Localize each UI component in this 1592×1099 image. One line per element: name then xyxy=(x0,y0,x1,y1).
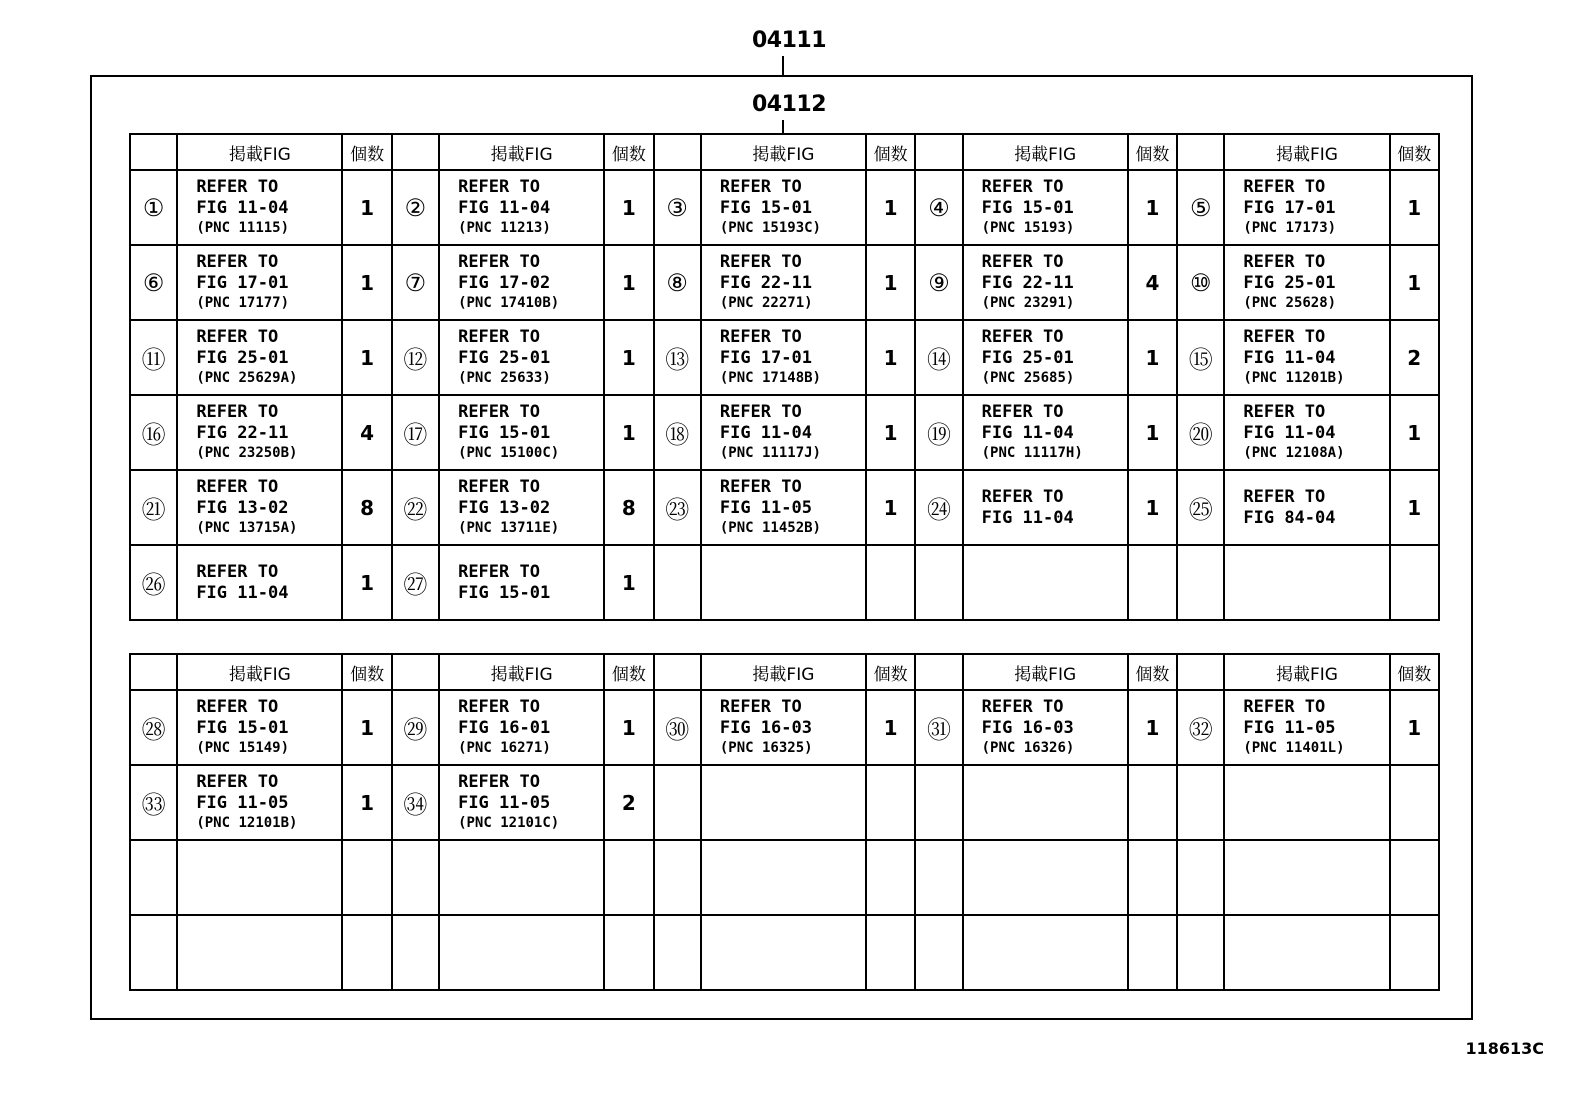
refer-to-text: REFER TO xyxy=(719,477,802,497)
pnc-code: (PNC 15193C) xyxy=(719,220,821,236)
pnc-code: (PNC 23250B) xyxy=(196,445,298,461)
fig-reference-cell xyxy=(701,395,866,470)
fig-number: FIG 11-05 xyxy=(458,793,551,813)
item-number: ⑰ xyxy=(392,395,439,470)
quantity: 1 xyxy=(1128,320,1177,395)
refer-to-text: REFER TO xyxy=(1243,177,1326,197)
header-qty: 個数 xyxy=(866,134,915,170)
fig-reference-cell xyxy=(177,690,342,765)
fig-number: FIG 17-01 xyxy=(196,273,289,293)
fig-number: FIG 13-02 xyxy=(196,498,289,518)
fig-reference-cell xyxy=(439,470,604,545)
fig-reference-cell xyxy=(439,765,604,840)
item-number: ㉓ xyxy=(654,470,701,545)
refer-to-text: REFER TO xyxy=(719,252,802,272)
quantity xyxy=(866,765,915,840)
refer-to-text: REFER TO xyxy=(719,177,802,197)
item-number: ⑮ xyxy=(1177,320,1224,395)
quantity: 1 xyxy=(604,320,653,395)
pnc-code: (PNC 15149) xyxy=(196,740,290,756)
refer-to-text: REFER TO xyxy=(1243,486,1326,507)
quantity xyxy=(342,840,391,915)
fig-reference-cell xyxy=(963,840,1128,915)
quantity: 1 xyxy=(866,470,915,545)
fig-number: FIG 25-01 xyxy=(458,348,551,368)
item-number: ⑱ xyxy=(654,395,701,470)
parts-reference-table-1 xyxy=(129,133,1440,621)
fig-reference-cell xyxy=(701,470,866,545)
refer-to-text: REFER TO xyxy=(458,697,540,717)
fig-reference-cell xyxy=(963,690,1128,765)
table-row xyxy=(130,470,1439,545)
fig-number: FIG 11-05 xyxy=(719,498,812,518)
header-qty: 個数 xyxy=(866,654,915,690)
table-row xyxy=(130,395,1439,470)
header-fig: 掲載FIG xyxy=(177,134,342,170)
item-number: ㉛ xyxy=(915,690,962,765)
fig-number: FIG 11-04 xyxy=(719,423,812,443)
refer-to-text: REFER TO xyxy=(196,402,279,422)
item-number: ⑥ xyxy=(130,245,177,320)
fig-reference-cell xyxy=(1224,840,1389,915)
fig-reference-cell xyxy=(177,170,342,245)
refer-to-text: REFER TO xyxy=(196,477,279,497)
fig-reference-cell xyxy=(177,245,342,320)
pnc-code: (PNC 17177) xyxy=(196,295,290,311)
fig-reference-cell xyxy=(439,395,604,470)
item-number: ㉖ xyxy=(130,545,177,620)
item-number: ⑭ xyxy=(915,320,962,395)
quantity xyxy=(866,840,915,915)
pnc-code: (PNC 11117J) xyxy=(719,445,821,461)
refer-to-text: REFER TO xyxy=(196,561,279,582)
item-number xyxy=(915,765,962,840)
header-fig: 掲載FIG xyxy=(963,134,1128,170)
item-number: ⑳ xyxy=(1177,395,1224,470)
fig-reference-cell xyxy=(177,765,342,840)
quantity xyxy=(866,915,915,990)
item-number: ⑤ xyxy=(1177,170,1224,245)
illustration-id: 118613C xyxy=(1465,1039,1544,1058)
quantity: 1 xyxy=(866,690,915,765)
quantity: 1 xyxy=(604,395,653,470)
fig-number: FIG 11-04 xyxy=(196,198,289,218)
inner-leader-line xyxy=(782,120,784,134)
fig-reference-cell xyxy=(701,765,866,840)
quantity xyxy=(1390,545,1440,620)
fig-reference-cell xyxy=(1224,545,1389,620)
item-number xyxy=(1177,840,1224,915)
fig-reference-cell xyxy=(701,840,866,915)
parts-reference-table-2 xyxy=(129,653,1440,991)
refer-to-text: REFER TO xyxy=(1243,697,1326,717)
quantity: 1 xyxy=(342,545,391,620)
fig-reference-cell xyxy=(177,545,342,620)
item-number xyxy=(392,840,439,915)
item-number: ㉕ xyxy=(1177,470,1224,545)
header-number-cell xyxy=(654,134,701,170)
fig-reference-cell xyxy=(439,245,604,320)
quantity xyxy=(866,545,915,620)
quantity xyxy=(1128,915,1177,990)
fig-number: FIG 15-01 xyxy=(196,718,289,738)
table-header-row xyxy=(130,654,1439,690)
header-number-cell xyxy=(392,654,439,690)
fig-number: FIG 11-04 xyxy=(1243,423,1336,443)
item-number: ㉜ xyxy=(1177,690,1224,765)
quantity: 4 xyxy=(342,395,391,470)
quantity: 4 xyxy=(1128,245,1177,320)
pnc-code: (PNC 25633) xyxy=(458,370,551,386)
item-number: ㉗ xyxy=(392,545,439,620)
quantity: 1 xyxy=(342,765,391,840)
fig-reference-cell xyxy=(177,320,342,395)
quantity: 1 xyxy=(604,170,653,245)
header-qty: 個数 xyxy=(342,134,391,170)
fig-number: FIG 17-01 xyxy=(1243,198,1336,218)
fig-reference-cell xyxy=(177,395,342,470)
fig-number: FIG 22-11 xyxy=(196,423,289,443)
fig-number: FIG 22-11 xyxy=(981,273,1074,293)
item-number xyxy=(654,765,701,840)
quantity: 1 xyxy=(866,320,915,395)
fig-number: FIG 11-04 xyxy=(981,423,1074,443)
item-number xyxy=(1177,545,1224,620)
header-fig: 掲載FIG xyxy=(701,654,866,690)
fig-number: FIG 17-01 xyxy=(719,348,812,368)
header-qty: 個数 xyxy=(1390,134,1440,170)
item-number: ㉝ xyxy=(130,765,177,840)
pnc-code: (PNC 11213) xyxy=(458,220,551,236)
refer-to-text: REFER TO xyxy=(719,327,802,347)
refer-to-text: REFER TO xyxy=(1243,327,1326,347)
refer-to-text: REFER TO xyxy=(719,697,802,717)
fig-reference-cell xyxy=(1224,395,1389,470)
quantity: 1 xyxy=(1128,470,1177,545)
pnc-code: (PNC 25628) xyxy=(1243,295,1337,311)
table-row xyxy=(130,765,1439,840)
pnc-code: (PNC 15193) xyxy=(981,220,1075,236)
item-number xyxy=(915,545,962,620)
fig-number: FIG 15-01 xyxy=(719,198,812,218)
table-row xyxy=(130,320,1439,395)
fig-reference-cell xyxy=(177,470,342,545)
item-number: ⑲ xyxy=(915,395,962,470)
fig-reference-cell xyxy=(701,245,866,320)
header-qty: 個数 xyxy=(342,654,391,690)
header-fig: 掲載FIG xyxy=(963,654,1128,690)
quantity xyxy=(342,915,391,990)
fig-number: FIG 11-04 xyxy=(1243,348,1336,368)
pnc-code: (PNC 17173) xyxy=(1243,220,1337,236)
header-fig: 掲載FIG xyxy=(1224,134,1389,170)
quantity: 1 xyxy=(866,245,915,320)
fig-reference-cell xyxy=(439,915,604,990)
outer-leader-line xyxy=(782,56,784,75)
item-number: ㉞ xyxy=(392,765,439,840)
fig-number: FIG 13-02 xyxy=(458,498,551,518)
outer-assembly-code: 04111 xyxy=(752,28,827,53)
quantity: 1 xyxy=(866,170,915,245)
pnc-code: (PNC 25629A) xyxy=(196,370,298,386)
fig-reference-cell xyxy=(701,545,866,620)
fig-reference-cell xyxy=(1224,915,1389,990)
fig-number: FIG 16-01 xyxy=(458,718,551,738)
item-number xyxy=(392,915,439,990)
item-number xyxy=(1177,915,1224,990)
item-number: ㉚ xyxy=(654,690,701,765)
pnc-code: (PNC 16326) xyxy=(981,740,1075,756)
header-fig: 掲載FIG xyxy=(1224,654,1389,690)
pnc-code: (PNC 25685) xyxy=(981,370,1075,386)
item-number: ㉙ xyxy=(392,690,439,765)
header-number-cell xyxy=(130,654,177,690)
refer-to-text: REFER TO xyxy=(981,252,1064,272)
fig-number: FIG 11-04 xyxy=(458,198,551,218)
quantity: 1 xyxy=(342,170,391,245)
fig-reference-cell xyxy=(439,320,604,395)
item-number: ㉔ xyxy=(915,470,962,545)
pnc-code: (PNC 16325) xyxy=(719,740,813,756)
quantity xyxy=(604,915,653,990)
item-number xyxy=(915,840,962,915)
refer-to-text: REFER TO xyxy=(981,697,1064,717)
fig-reference-cell xyxy=(1224,170,1389,245)
refer-to-text: REFER TO xyxy=(196,772,279,792)
pnc-code: (PNC 17410B) xyxy=(458,295,560,311)
fig-reference-cell xyxy=(1224,690,1389,765)
fig-number: FIG 15-01 xyxy=(458,423,551,443)
item-number xyxy=(654,915,701,990)
table-row xyxy=(130,245,1439,320)
quantity: 1 xyxy=(342,690,391,765)
pnc-code: (PNC 11401L) xyxy=(1243,740,1345,756)
fig-number: FIG 25-01 xyxy=(981,348,1074,368)
item-number: ㉑ xyxy=(130,470,177,545)
quantity: 1 xyxy=(1128,690,1177,765)
fig-reference-cell xyxy=(439,690,604,765)
header-number-cell xyxy=(130,134,177,170)
header-qty: 個数 xyxy=(604,134,653,170)
quantity: 8 xyxy=(342,470,391,545)
fig-reference-cell xyxy=(701,320,866,395)
refer-to-text: REFER TO xyxy=(458,561,540,582)
fig-reference-cell xyxy=(963,915,1128,990)
quantity: 1 xyxy=(1390,690,1440,765)
header-number-cell xyxy=(915,134,962,170)
quantity: 1 xyxy=(1390,395,1440,470)
refer-to-text: REFER TO xyxy=(458,327,540,347)
quantity: 1 xyxy=(1128,170,1177,245)
fig-reference-cell xyxy=(963,320,1128,395)
refer-to-text: REFER TO xyxy=(196,252,279,272)
pnc-code: (PNC 22271) xyxy=(719,295,813,311)
quantity: 1 xyxy=(342,320,391,395)
refer-to-text: REFER TO xyxy=(981,327,1064,347)
quantity xyxy=(1128,545,1177,620)
pnc-code: (PNC 11115) xyxy=(196,220,290,236)
fig-number: FIG 11-05 xyxy=(1243,718,1336,738)
quantity: 1 xyxy=(866,395,915,470)
fig-reference-cell xyxy=(439,545,604,620)
fig-reference-cell xyxy=(1224,765,1389,840)
refer-to-text: REFER TO xyxy=(196,327,279,347)
refer-to-text: REFER TO xyxy=(458,477,540,497)
item-number xyxy=(130,915,177,990)
fig-reference-cell xyxy=(1224,245,1389,320)
item-number: ⑪ xyxy=(130,320,177,395)
quantity xyxy=(1128,765,1177,840)
pnc-code: (PNC 12108A) xyxy=(1243,445,1345,461)
quantity: 1 xyxy=(604,690,653,765)
fig-number: FIG 25-01 xyxy=(196,348,289,368)
item-number xyxy=(915,915,962,990)
inner-assembly-code: 04112 xyxy=(752,92,827,117)
refer-to-text: REFER TO xyxy=(1243,252,1326,272)
refer-to-text: REFER TO xyxy=(458,177,540,197)
refer-to-text: REFER TO xyxy=(458,252,540,272)
header-qty: 個数 xyxy=(604,654,653,690)
fig-number: FIG 84-04 xyxy=(1243,507,1336,528)
header-number-cell xyxy=(1177,654,1224,690)
pnc-code: (PNC 12101C) xyxy=(458,815,560,831)
item-number: ⑩ xyxy=(1177,245,1224,320)
refer-to-text: REFER TO xyxy=(719,402,802,422)
fig-reference-cell xyxy=(177,915,342,990)
header-number-cell xyxy=(392,134,439,170)
quantity: 1 xyxy=(1128,395,1177,470)
quantity: 2 xyxy=(1390,320,1440,395)
item-number: ㉒ xyxy=(392,470,439,545)
pnc-code: (PNC 11117H) xyxy=(981,445,1083,461)
pnc-code: (PNC 11452B) xyxy=(719,520,821,536)
fig-number: FIG 17-02 xyxy=(458,273,551,293)
table-row xyxy=(130,170,1439,245)
item-number: ② xyxy=(392,170,439,245)
fig-reference-cell xyxy=(963,395,1128,470)
fig-reference-cell xyxy=(439,170,604,245)
item-number: ⑬ xyxy=(654,320,701,395)
quantity xyxy=(1128,840,1177,915)
refer-to-text: REFER TO xyxy=(196,177,279,197)
fig-reference-cell xyxy=(439,840,604,915)
item-number: ⑫ xyxy=(392,320,439,395)
item-number xyxy=(654,545,701,620)
pnc-code: (PNC 13711E) xyxy=(458,520,560,536)
item-number: ⑨ xyxy=(915,245,962,320)
item-number xyxy=(130,840,177,915)
fig-number: FIG 11-04 xyxy=(196,582,289,603)
fig-number: FIG 15-01 xyxy=(458,582,551,603)
quantity xyxy=(1390,840,1440,915)
fig-reference-cell xyxy=(963,545,1128,620)
fig-reference-cell xyxy=(963,470,1128,545)
item-number xyxy=(654,840,701,915)
quantity: 2 xyxy=(604,765,653,840)
header-number-cell xyxy=(654,654,701,690)
table-row xyxy=(130,690,1439,765)
header-number-cell xyxy=(1177,134,1224,170)
quantity: 1 xyxy=(1390,170,1440,245)
item-number: ⑯ xyxy=(130,395,177,470)
item-number: ⑦ xyxy=(392,245,439,320)
quantity xyxy=(1390,765,1440,840)
refer-to-text: REFER TO xyxy=(981,486,1064,507)
pnc-code: (PNC 11201B) xyxy=(1243,370,1345,386)
quantity: 1 xyxy=(342,245,391,320)
fig-number: FIG 11-04 xyxy=(981,507,1074,528)
table-header-row xyxy=(130,134,1439,170)
refer-to-text: REFER TO xyxy=(458,402,540,422)
item-number: ③ xyxy=(654,170,701,245)
fig-number: FIG 11-05 xyxy=(196,793,289,813)
fig-number: FIG 25-01 xyxy=(1243,273,1336,293)
quantity: 1 xyxy=(604,245,653,320)
fig-reference-cell xyxy=(1224,320,1389,395)
refer-to-text: REFER TO xyxy=(981,177,1064,197)
quantity: 1 xyxy=(604,545,653,620)
header-fig: 掲載FIG xyxy=(701,134,866,170)
fig-reference-cell xyxy=(701,170,866,245)
item-number xyxy=(1177,765,1224,840)
refer-to-text: REFER TO xyxy=(458,772,540,792)
header-fig: 掲載FIG xyxy=(439,654,604,690)
refer-to-text: REFER TO xyxy=(196,697,279,717)
fig-number: FIG 16-03 xyxy=(981,718,1074,738)
fig-reference-cell xyxy=(177,840,342,915)
pnc-code: (PNC 12101B) xyxy=(196,815,298,831)
table-row xyxy=(130,915,1439,990)
quantity: 1 xyxy=(1390,470,1440,545)
refer-to-text: REFER TO xyxy=(981,402,1064,422)
quantity xyxy=(604,840,653,915)
item-number: ⑧ xyxy=(654,245,701,320)
fig-number: FIG 16-03 xyxy=(719,718,812,738)
item-number: ㉘ xyxy=(130,690,177,765)
quantity: 8 xyxy=(604,470,653,545)
pnc-code: (PNC 23291) xyxy=(981,295,1075,311)
header-fig: 掲載FIG xyxy=(439,134,604,170)
item-number: ④ xyxy=(915,170,962,245)
fig-reference-cell xyxy=(701,915,866,990)
header-qty: 個数 xyxy=(1390,654,1440,690)
pnc-code: (PNC 17148B) xyxy=(719,370,821,386)
fig-reference-cell xyxy=(963,765,1128,840)
pnc-code: (PNC 16271) xyxy=(458,740,551,756)
item-number: ① xyxy=(130,170,177,245)
fig-number: FIG 22-11 xyxy=(719,273,812,293)
quantity xyxy=(1390,915,1440,990)
table-row xyxy=(130,840,1439,915)
pnc-code: (PNC 13715A) xyxy=(196,520,298,536)
table-row xyxy=(130,545,1439,620)
refer-to-text: REFER TO xyxy=(1243,402,1326,422)
fig-reference-cell xyxy=(1224,470,1389,545)
header-number-cell xyxy=(915,654,962,690)
fig-reference-cell xyxy=(701,690,866,765)
header-fig: 掲載FIG xyxy=(177,654,342,690)
fig-number: FIG 15-01 xyxy=(981,198,1074,218)
header-qty: 個数 xyxy=(1128,134,1177,170)
fig-reference-cell xyxy=(963,245,1128,320)
quantity: 1 xyxy=(1390,245,1440,320)
header-qty: 個数 xyxy=(1128,654,1177,690)
fig-reference-cell xyxy=(963,170,1128,245)
pnc-code: (PNC 15100C) xyxy=(458,445,560,461)
